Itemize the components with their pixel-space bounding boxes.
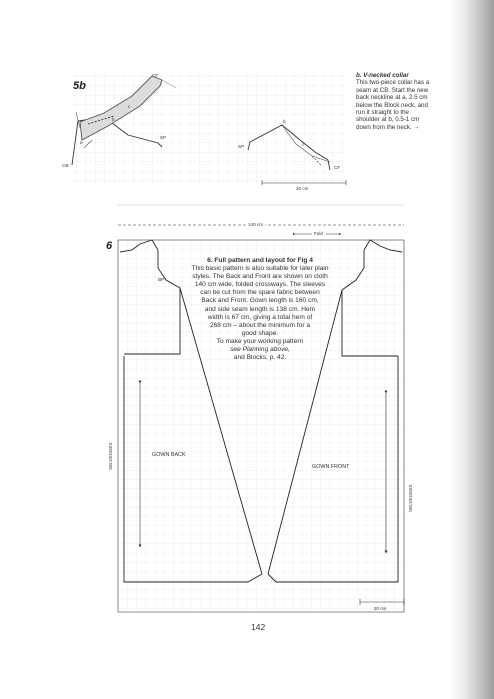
label-sp-right: SP xyxy=(238,144,245,149)
gown-back-label: GOWN BACK xyxy=(152,452,186,458)
caption-line: Back and Front. Gown length is 160 cm, xyxy=(201,297,319,305)
caption-line: This basic pattern is also suitable for later plain xyxy=(191,265,329,273)
caption-line: and Blocks, p. 42. xyxy=(233,354,287,362)
caption-line: back neckline at a, 2.5 cm xyxy=(356,94,428,102)
label-cb: CB xyxy=(62,163,69,168)
width-label: 140 cm xyxy=(248,222,264,227)
arrow-right-icon: → xyxy=(413,123,420,131)
label-b-right: b xyxy=(283,119,286,124)
selvedges-right-label: SELVEDGES xyxy=(408,484,413,512)
caption-line: 268 cm – about the minimum for a xyxy=(209,321,311,329)
label-c-right: c xyxy=(302,142,305,147)
caption-line: 140 cm wide, folded crossways. The sleeves xyxy=(194,281,326,289)
scale-label-6: 20 cm xyxy=(374,606,387,611)
label-cf: CF xyxy=(152,73,159,78)
caption-line: and side seam length is 138 cm. Hem xyxy=(204,305,316,313)
page-number: 142 xyxy=(251,622,266,632)
caption-line: This two-piece collar has a xyxy=(356,79,430,87)
caption-line: see Planning above, xyxy=(230,346,290,354)
fold-label: Fold xyxy=(314,231,323,236)
caption-v-necked-collar xyxy=(356,72,452,131)
caption-line: good shape. xyxy=(241,329,279,337)
caption-line: styles. The Back and Front are shown on cloth xyxy=(192,273,328,281)
bp-label: BP xyxy=(158,277,165,282)
caption-line: seam at CB. Start the new xyxy=(356,86,429,94)
figure-6-title: 6. Full pattern and layout for Fig 4 xyxy=(207,257,313,264)
caption-line: below the Block neck, and xyxy=(356,101,428,109)
label-c: c xyxy=(128,104,131,109)
scale-label-5b: 20 cm xyxy=(296,186,309,191)
label-b: b xyxy=(112,117,115,122)
selvedges-left-label: SELVEDGES xyxy=(108,442,113,470)
caption-line: can be cut from the spare fabric between xyxy=(200,289,320,297)
figure-6-label: 6 xyxy=(106,240,113,252)
figure-6-caption xyxy=(160,257,360,362)
label-sp: SP xyxy=(160,135,167,140)
label-cf-right: CF xyxy=(334,165,341,170)
caption-line: run it straight to the xyxy=(356,109,409,117)
gown-front-label: GOWN FRONT xyxy=(312,464,350,470)
caption-line: down from the neck. → xyxy=(356,123,420,131)
caption-line: width is 67 cm, giving a total hem of xyxy=(207,313,313,321)
figure-5b-label: 5b xyxy=(73,80,86,92)
figure-5b-grid xyxy=(68,75,348,183)
caption-line: shoulder at b, 0.5-1 cm xyxy=(356,116,420,124)
caption-line: To make your working pattern xyxy=(216,337,304,345)
label-a: a xyxy=(80,140,83,145)
caption-heading: b. V-necked collar xyxy=(356,72,409,79)
